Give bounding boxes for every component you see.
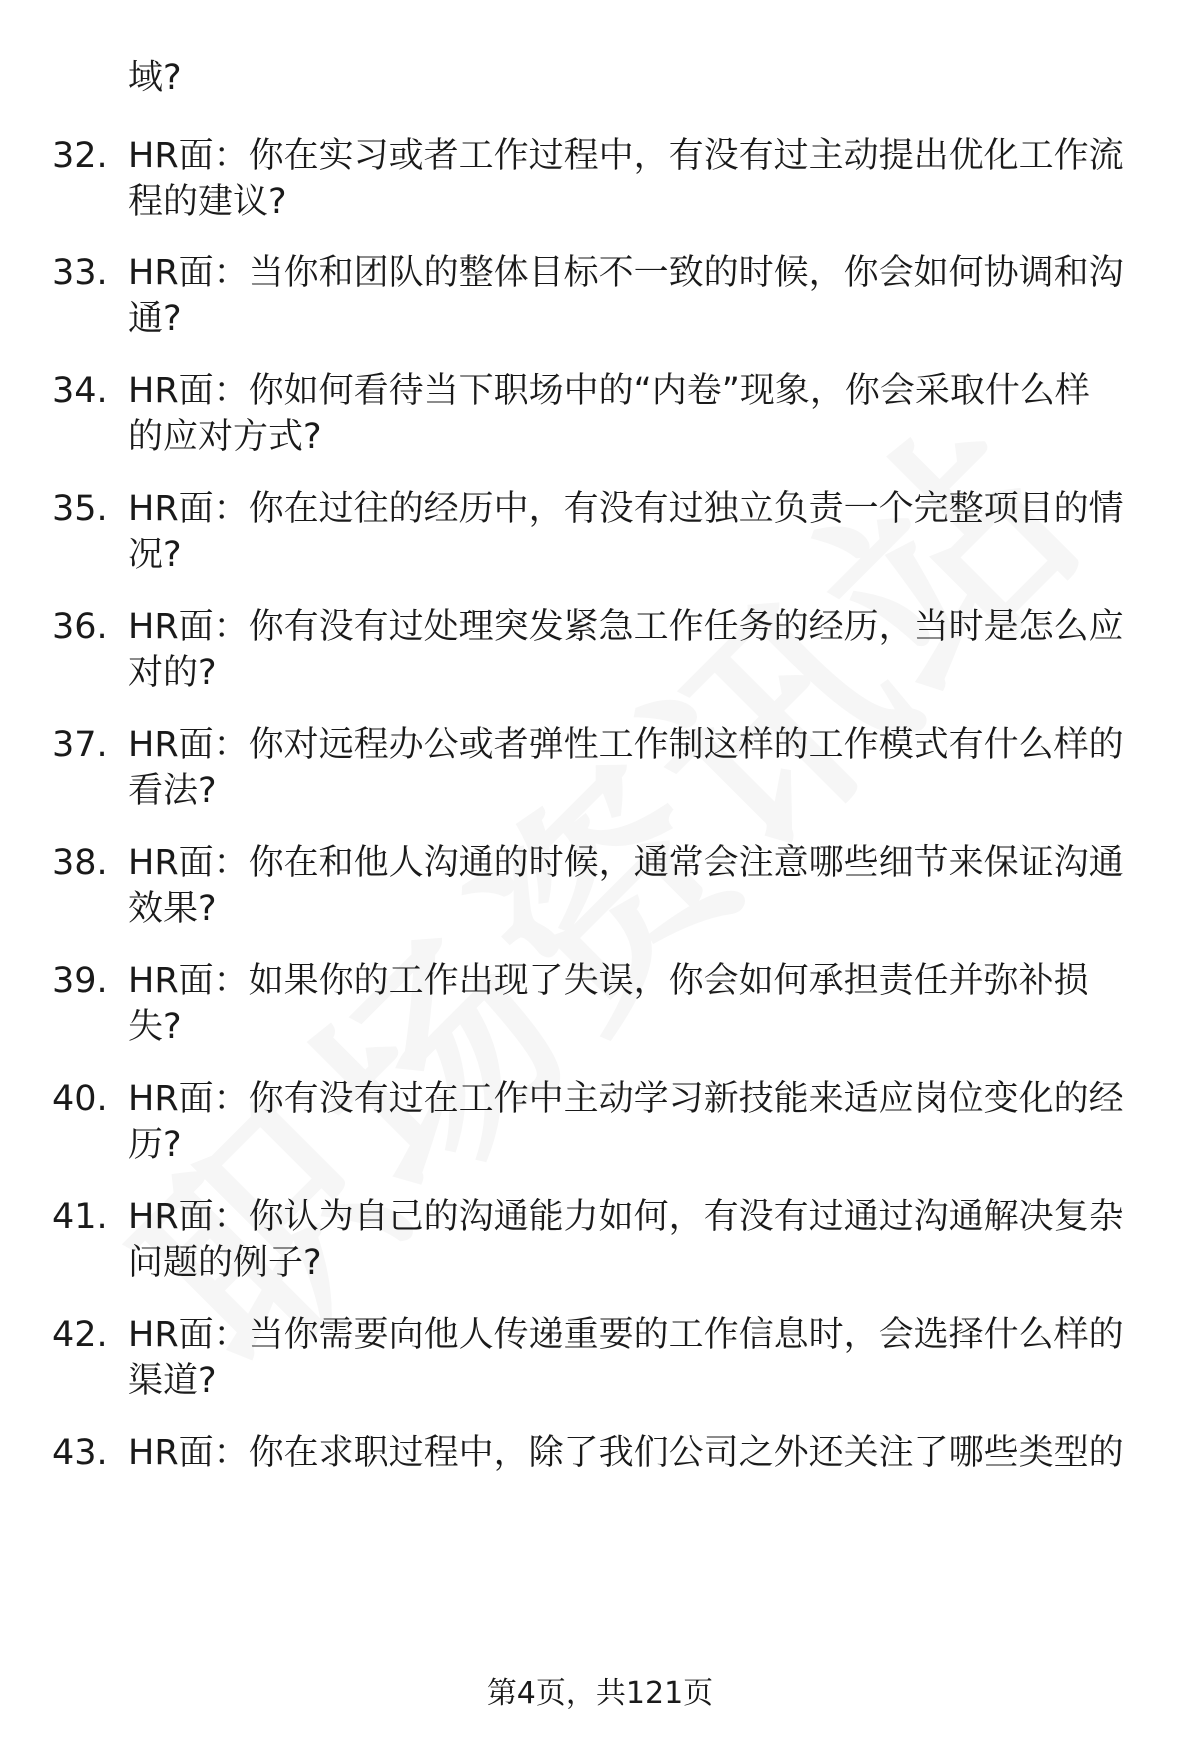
question-text-line2: 程的建议? <box>128 182 287 222</box>
page-number-footer: 第4页，共121页 <box>486 1676 714 1711</box>
question-number: 42. <box>52 1315 108 1355</box>
question-text-line2: 问题的例子? <box>128 1243 322 1283</box>
question-number: 34. <box>52 371 108 411</box>
question-number: 39. <box>52 961 108 1001</box>
question-number: 41. <box>52 1197 108 1237</box>
question-text-line1: HR面：当你需要向他人传递重要的工作信息时，会选择什么样的 <box>128 1315 1124 1355</box>
question-text-line1: HR面：你在和他人沟通的时候，通常会注意哪些细节来保证沟通 <box>128 843 1124 883</box>
question-text-line2: 看法? <box>128 771 217 811</box>
question-text-line2: 效果? <box>128 889 217 929</box>
question-text-line1: HR面：你在实习或者工作过程中，有没有过主动提出优化工作流 <box>128 136 1124 176</box>
question-number: 32. <box>52 136 108 176</box>
question-text-line1: HR面：你在求职过程中，除了我们公司之外还关注了哪些类型的 <box>128 1433 1124 1473</box>
question-text-line1: HR面：你有没有过在工作中主动学习新技能来适应岗位变化的经 <box>128 1079 1124 1119</box>
question-number: 40. <box>52 1079 108 1119</box>
question-text-line2: 况? <box>128 535 182 575</box>
question-text-line1: HR面：你对远程办公或者弹性工作制这样的工作模式有什么样的 <box>128 725 1124 765</box>
question-number: 37. <box>52 725 108 765</box>
question-text-line2: 渠道? <box>128 1361 217 1401</box>
continuation-text: 域? <box>128 58 182 98</box>
question-number: 33. <box>52 253 108 293</box>
question-text-line2: 对的? <box>128 653 217 693</box>
question-text-line1: HR面：你如何看待当下职场中的“内卷”现象，你会采取什么样 <box>128 371 1090 411</box>
question-number: 38. <box>52 843 108 883</box>
question-text-line1: HR面：你认为自己的沟通能力如何，有没有过通过沟通解决复杂 <box>128 1197 1124 1237</box>
question-number: 35. <box>52 489 108 529</box>
question-number: 36. <box>52 607 108 647</box>
question-text-line1: HR面：你有没有过处理突发紧急工作任务的经历，当时是怎么应 <box>128 607 1124 647</box>
question-text-line2: 的应对方式? <box>128 417 322 457</box>
question-text-line2: 通? <box>128 299 182 339</box>
question-text-line1: HR面：如果你的工作出现了失误，你会如何承担责任并弥补损 <box>128 961 1089 1001</box>
question-text-line2: 失? <box>128 1007 182 1047</box>
question-text-line2: 历? <box>128 1125 182 1165</box>
question-text-line1: HR面：当你和团队的整体目标不一致的时候，你会如何协调和沟 <box>128 253 1124 293</box>
question-number: 43. <box>52 1433 108 1473</box>
question-text-line1: HR面：你在过往的经历中，有没有过独立负责一个完整项目的情 <box>128 489 1124 529</box>
